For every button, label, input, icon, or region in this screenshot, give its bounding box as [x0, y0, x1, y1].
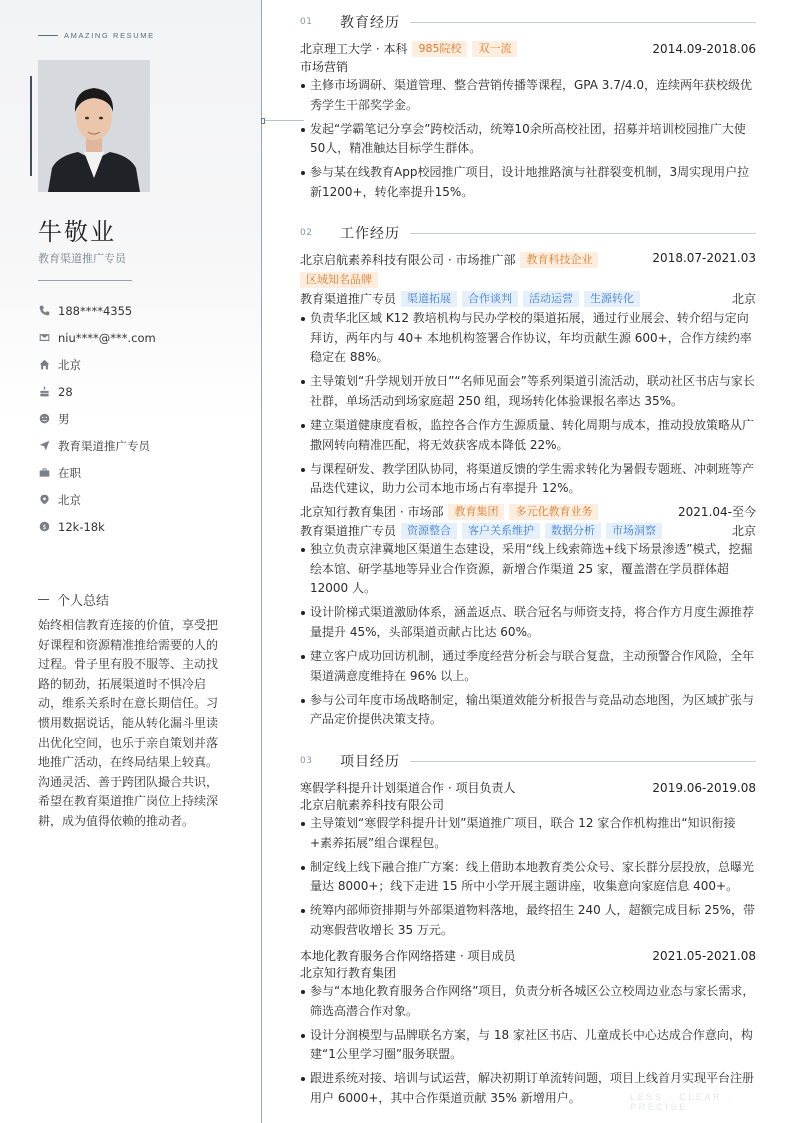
decorative-line: [262, 120, 304, 121]
brand-text: AMAZING RESUME: [64, 31, 155, 40]
list-item: 参与“本地化教育服务合作网络”项目，负责分析各城区公立校周边业态与家长需求，筛选高潜合作对象。: [300, 982, 756, 1021]
section-heading-projects: [300, 751, 756, 771]
info-age: [38, 378, 156, 405]
work-header: [300, 503, 756, 520]
section-title: 教育经历: [340, 15, 400, 31]
section-title: 工作经历: [340, 226, 400, 242]
section-rule: [410, 233, 756, 234]
list-item: 建立渠道健康度看板，监控各合作方生源质量、转化周期与成本，推动投放策略从广撒网转向精准匹配，将无效获客成本降低 22%。: [300, 416, 756, 455]
info-salary: [38, 513, 156, 540]
location-icon: [38, 494, 50, 506]
project-bullets: [300, 982, 756, 1109]
info-gender: [38, 405, 156, 432]
skill-tag: 生源转化: [584, 291, 640, 307]
list-item: 主导策划“寒假学科提升计划”渠道推广项目，联合 12 家合作机构推出“知识衔接+素养拓展”组合课程包。: [300, 814, 756, 853]
info-status: [38, 459, 156, 486]
info-text: 在职: [58, 465, 81, 480]
skill-tag: 客户关系维护: [462, 523, 540, 539]
date-range: 2014.09-2018.06: [652, 41, 756, 56]
info-phone: [38, 297, 156, 324]
list-item: 发起“学霸笔记分享会”跨校活动，统筹10余所高校社团，招募并培训校园推广大使50人，精准触达目标学生群体。: [300, 120, 756, 159]
project-org: 北京启航素养科技有限公司: [300, 798, 445, 812]
contact-info-list: [38, 297, 156, 540]
position-title: 教育渠道推广专员: [300, 292, 397, 306]
skill-tag: 渠道拓展: [401, 291, 457, 307]
home-icon: [38, 359, 50, 371]
work-header: [300, 251, 756, 288]
date-range: 2021.05-2021.08: [652, 948, 756, 963]
divider: [38, 280, 132, 281]
info-target-city: [38, 486, 156, 513]
info-text: 北京: [58, 492, 81, 507]
list-item: 独立负责京津冀地区渠道生态建设，采用“线上线索筛选+线下场景渗透”模式，挖掘绘本馆、研学基地等异业合作资源，新增合作渠道 25 家，覆盖潜在学员群体超 12000 人。: [300, 540, 756, 599]
section-rule: [410, 22, 756, 23]
company-tag: 多元化教育业务: [509, 504, 598, 520]
project-entry: [300, 947, 756, 1113]
info-target-position: [38, 432, 156, 459]
watermark: LESS · CLEAR · PRECISE: [630, 1092, 733, 1112]
info-text: 188****4355: [58, 303, 133, 318]
work-bullets: [300, 309, 756, 499]
project-entry: [300, 779, 756, 945]
section-number: 02: [300, 228, 313, 238]
list-item: 设计阶梯式渠道激励体系，涵盖返点、联合冠名与师资支持，将合作方月度生源推荐量提升 45%，头部渠道贡献占比达 60%。: [300, 603, 756, 642]
section-rule: [410, 761, 756, 762]
brand: [38, 31, 155, 40]
section-heading-work: [300, 223, 756, 243]
project-header: [300, 947, 756, 964]
info-email: [38, 324, 156, 351]
skill-tag: 数据分析: [545, 523, 601, 539]
list-item: 跟进系统对接、培训与试运营，解决初期订单流转问题，项目上线首月实现平台注册用户 6000+，其中合作渠道贡献 35% 新增用户。: [300, 1069, 756, 1108]
candidate-role: 教育渠道推广专员: [38, 252, 126, 265]
section-heading-education: [300, 12, 756, 32]
position-row: [300, 522, 756, 539]
info-text: niu****@***.com: [58, 330, 156, 345]
school-tag: 双一流: [472, 41, 517, 57]
list-item: 参与公司年度市场战略制定，输出渠道效能分析报告与竞品动态地图，为区域扩张与产品定价提供决策支持。: [300, 691, 756, 730]
list-item: 统筹内部师资排期与外部渠道物料落地，最终招生 240 人，超额完成目标 25%，带动寒假营收增长 35 万元。: [300, 901, 756, 940]
summary-title: 个人总结: [57, 594, 110, 609]
work-bullets: [300, 540, 756, 730]
info-text: 男: [58, 411, 70, 426]
job-city: 北京: [731, 524, 756, 538]
summary-heading: [38, 590, 109, 609]
project-header: [300, 779, 756, 796]
svg-text:$: $: [42, 523, 46, 531]
position-row: [300, 290, 756, 307]
project-bullets: [300, 814, 756, 941]
education-bullets: [300, 76, 756, 203]
info-text: 28: [58, 384, 73, 399]
position-title: 教育渠道推广专员: [300, 524, 397, 538]
section-title: 项目经历: [340, 754, 400, 770]
job-city: 北京: [731, 292, 756, 306]
salary-icon: [38, 521, 50, 533]
list-item: 负责华北区域 K12 教培机构与民办学校的渠道拓展，通过行业展会、转介绍与定向拜访，两年内与 40+ 本地机构签署合作协议，年均贡献生源 600+，合作方续约率稳定在 88%。: [300, 309, 756, 368]
info-text: 北京: [58, 357, 81, 372]
skill-tag: 合作谈判: [462, 291, 518, 307]
face-icon: [38, 413, 50, 425]
skill-tag: 资源整合: [401, 523, 457, 539]
work-entry: [300, 503, 756, 734]
company-name: 北京启航素养科技有限公司 · 市场推广部: [300, 253, 516, 267]
list-item: 设计分润模型与品牌联名方案，与 18 家社区书店、儿童成长中心达成合作意向，构建“1公里学习圈”服务联盟。: [300, 1026, 756, 1065]
summary-text: 始终相信教育连接的价值，享受把好课程和资源精准推给需要的人的过程。骨子里有股不服等、主动找路的韧劲，拓展渠道时不惧冷启动，维系关系时在意长期信任。习惯用数据说话，能从转化漏斗里读出优化空间，也乐于亲自策划并落地推广活动，在终局结果上较真。沟通灵活、善于跨团队撮合共识，希望在教育渠道推广岗位上持续深耕，成为值得依赖的推动者。: [38, 618, 219, 828]
list-item: 主导策划“升学规划开放日”“名师见面会”等系列渠道引流活动，联动社区书店与家长社群，单场活动到场家庭超 250 组，现场转化体验课报名率达 35%。: [300, 372, 756, 411]
company-tag: 教育科技企业: [520, 252, 598, 268]
decorative-marker: [261, 118, 265, 124]
section-number: 01: [300, 17, 313, 27]
company-name: 北京知行教育集团 · 市场部: [300, 505, 444, 519]
mail-icon: [38, 332, 50, 344]
company-tag: 教育集团: [448, 504, 504, 520]
sidebar: [0, 0, 262, 1123]
phone-icon: [38, 305, 50, 317]
briefcase-icon: [38, 467, 50, 479]
info-residence: [38, 351, 156, 378]
list-item: 建立客户成功回访机制，通过季度经营分析会与联合复盘，主动预警合作风险，全年渠道满意度维持在 96% 以上。: [300, 647, 756, 686]
section-number: 03: [300, 756, 313, 766]
major: 市场营销: [300, 60, 349, 74]
info-text: 12k-18k: [58, 519, 105, 534]
company-tag: 区域知名品牌: [300, 272, 378, 288]
project-name: 寒假学科提升计划渠道合作 · 项目负责人: [300, 781, 516, 795]
photo-accent-bar: [30, 76, 32, 176]
list-item: 与课程研发、教学团队协同，将渠道反馈的学生需求转化为暑假专题班、冲刺班等产品迭代建议，助力公司本地市场占有率提升 12%。: [300, 460, 756, 499]
project-name: 本地化教育服务合作网络搭建 · 项目成员: [300, 949, 516, 963]
education-header: [300, 40, 756, 57]
school-tag: 985院校: [412, 41, 467, 57]
avatar: [38, 60, 150, 192]
work-entry: [300, 251, 756, 503]
candidate-name: 牛敬业: [38, 218, 116, 246]
list-item: 制定线上线下融合推广方案：线上借助本地教育类公众号、家长群分层投放，总曝光量达 8000+；线下走进 15 所中小学开展主题讲座，收集意向家庭信息 400+。: [300, 858, 756, 897]
photo-frame: [38, 60, 150, 192]
school-name: 北京理工大学 · 本科: [300, 42, 408, 56]
date-range: 2018.07-2021.03: [652, 251, 756, 265]
skill-tag: 市场洞察: [606, 523, 662, 539]
education-entry: [300, 40, 756, 207]
list-item: 主修市场调研、渠道管理、整合营销传播等课程，GPA 3.7/4.0，连续两年获校级优秀学生干部奖学金。: [300, 76, 756, 115]
date-range: 2021.04-至今: [678, 505, 756, 519]
brand-line: [38, 35, 58, 36]
send-icon: [38, 440, 50, 452]
project-org: 北京知行教育集团: [300, 966, 397, 980]
date-range: 2019.06-2019.08: [652, 780, 756, 795]
skill-tag: 活动运营: [523, 291, 579, 307]
heading-dash: [38, 599, 49, 600]
cake-icon: [38, 386, 50, 398]
info-text: 教育渠道推广专员: [58, 438, 150, 453]
list-item: 参与某在线教育App校园推广项目，设计地推路演与社群裂变机制，3周实现用户拉新1200+，转化率提升15%。: [300, 163, 756, 202]
